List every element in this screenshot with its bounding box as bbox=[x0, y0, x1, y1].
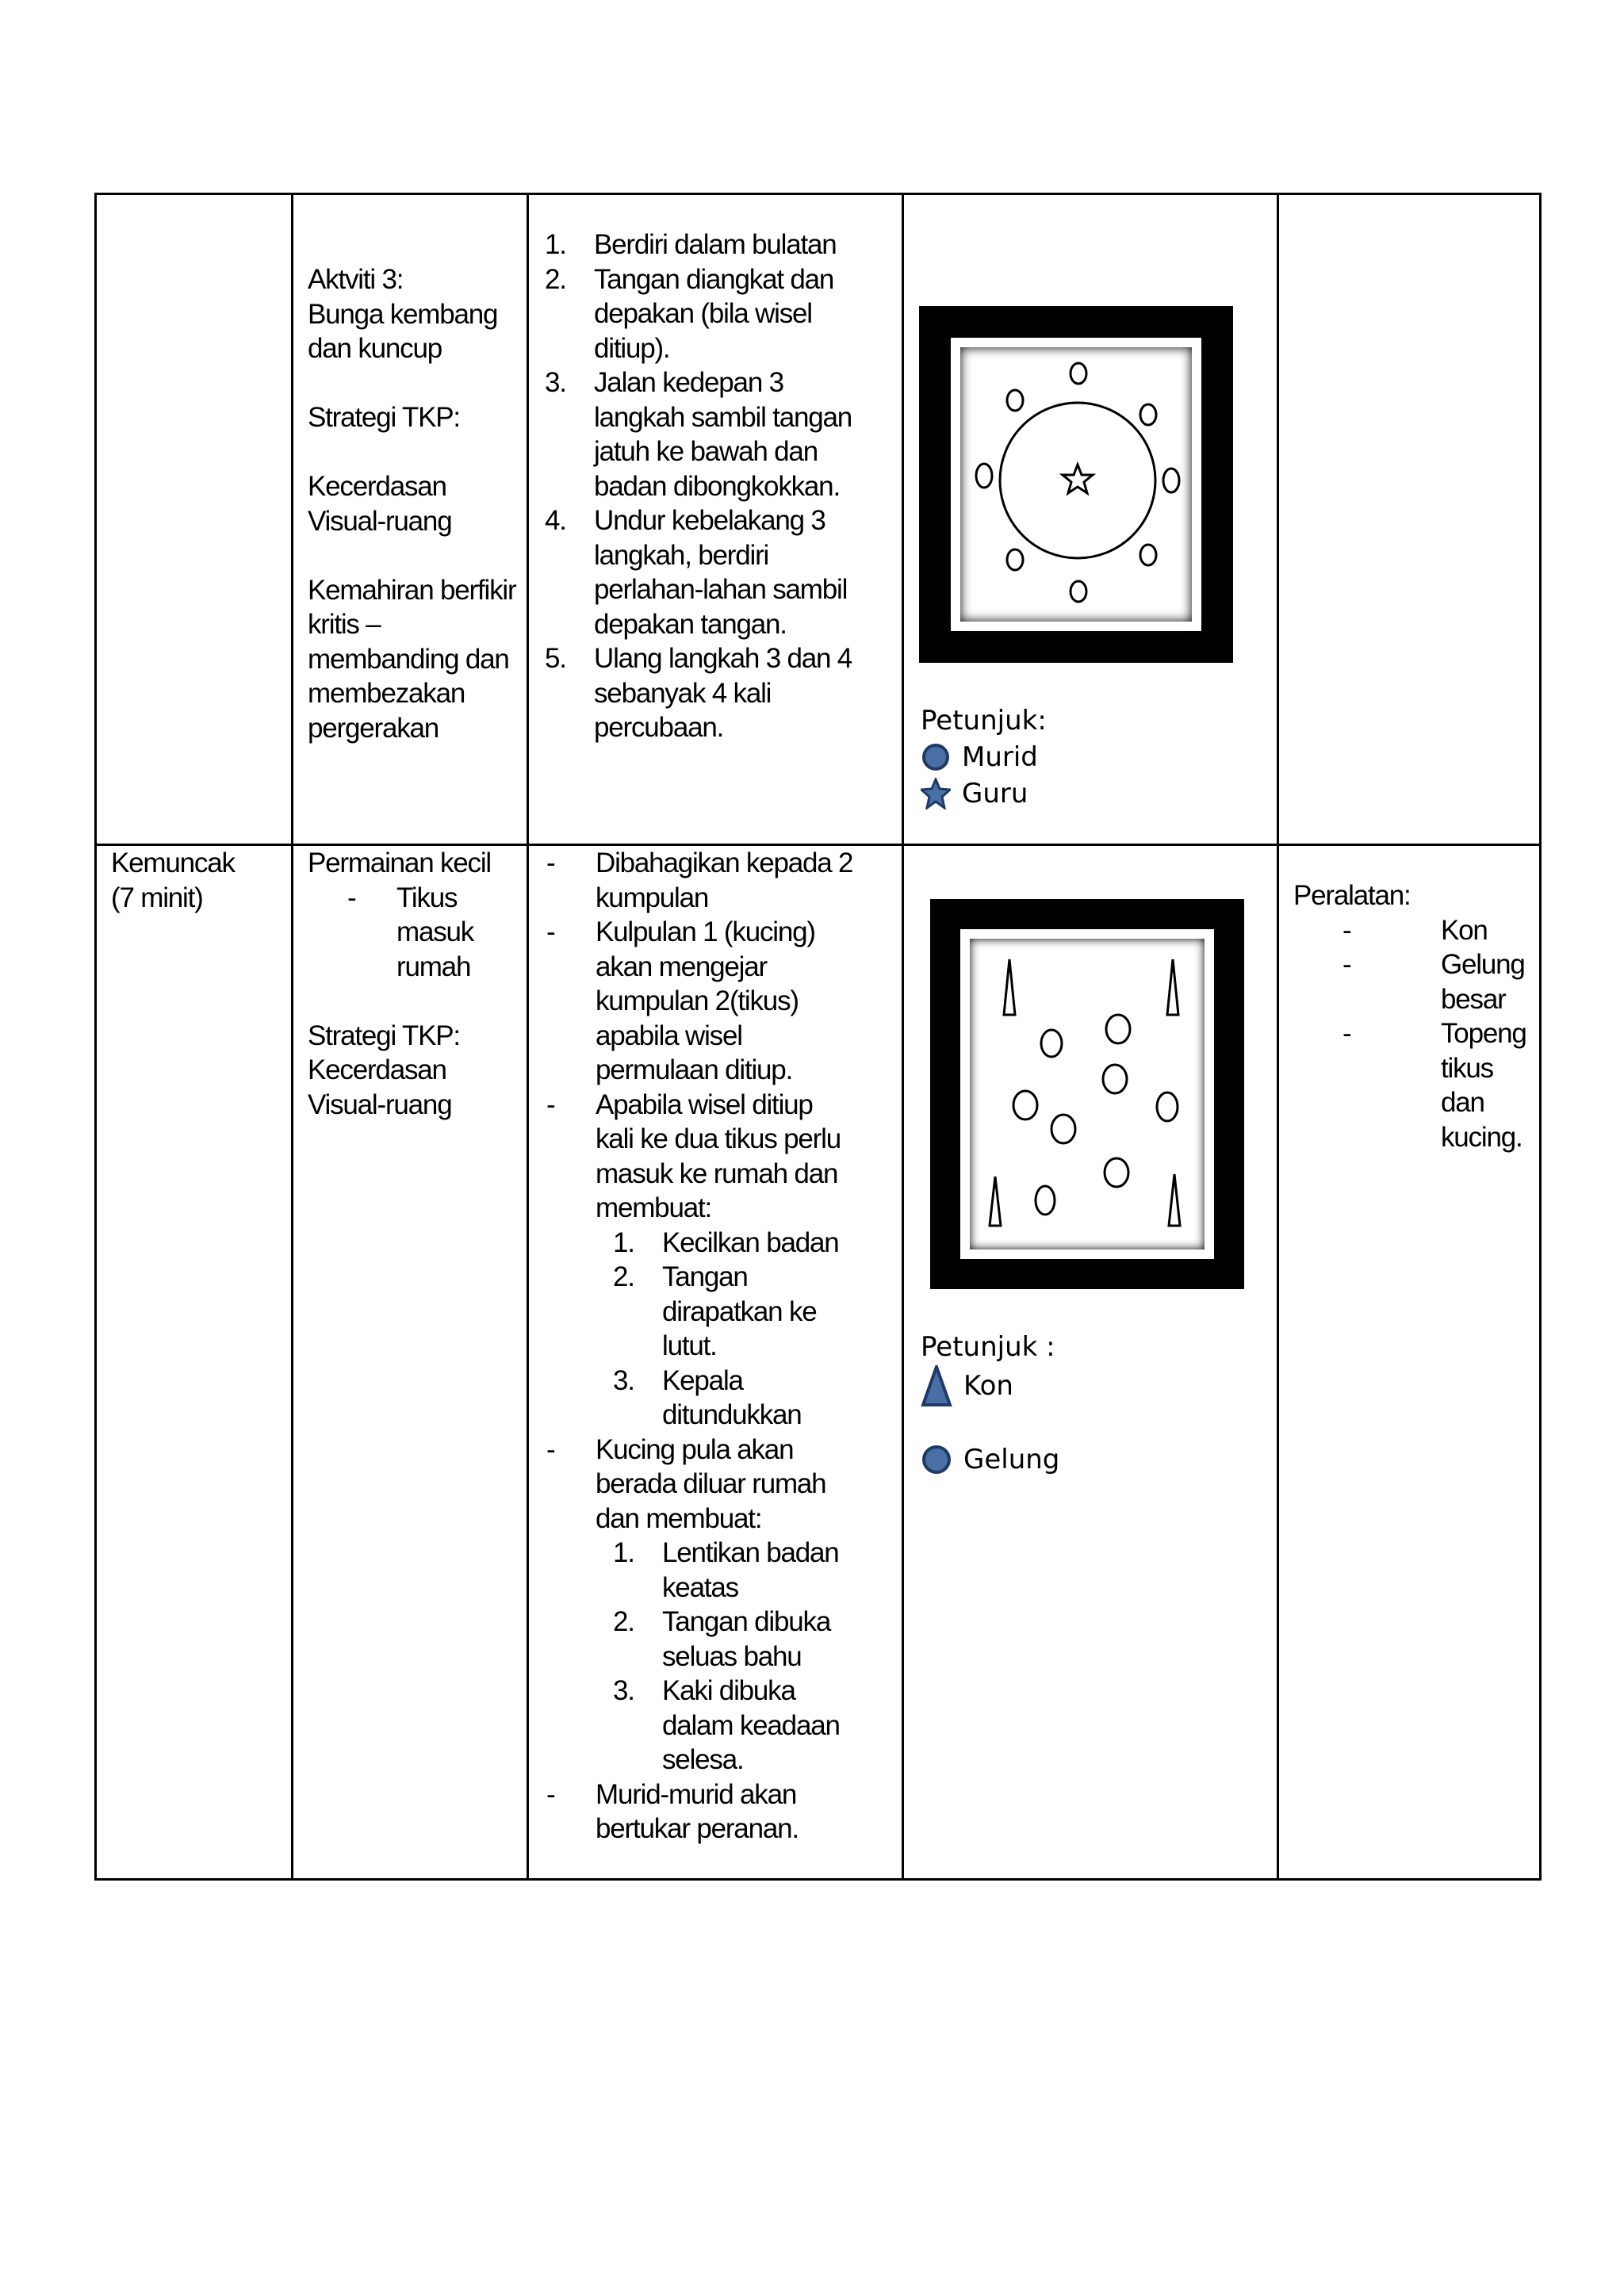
activity-cell bbox=[293, 194, 528, 845]
notes-cell bbox=[1278, 194, 1541, 845]
list-item: 2. Tangan diangkat dan depakan (bila wisel ditiup). bbox=[545, 263, 834, 364]
list-item: 2. Tangan dirapatkan ke lutut. bbox=[613, 1261, 817, 1361]
equipment-title: Peralatan: bbox=[1293, 880, 1411, 911]
legend bbox=[921, 1329, 1277, 1478]
diagram-cell bbox=[903, 845, 1278, 1880]
phase-cell bbox=[96, 194, 293, 845]
list-item: - Topeng tikus dan kucing. bbox=[1342, 1018, 1526, 1153]
activity-name: dan kuncup bbox=[308, 333, 442, 364]
list-item: - Kon bbox=[1342, 914, 1488, 946]
legend-item bbox=[921, 1365, 1277, 1406]
list-item: 4. Undur kebelakang 3 langkah, berdiri perlahan-lahan sambil depakan tangan. bbox=[545, 505, 848, 640]
list-item: - Kucing pula akan berada diluar rumah dan membuat: 1. Lentikan badan keatas 2. Tangan dibuka seluas bahu 3. Kaki dibuka dalam keadaan selesa. bbox=[529, 1433, 894, 1777]
phase-title: Kemuncak bbox=[111, 848, 235, 878]
equipment-cell bbox=[1278, 845, 1541, 1880]
steps-cell bbox=[528, 845, 903, 1880]
list-item: 3. Kepala ditundukkan bbox=[613, 1364, 802, 1430]
legend-title: Petunjuk : bbox=[921, 1331, 1055, 1363]
diagram-cell bbox=[903, 194, 1278, 845]
list-item: - Tikus masuk rumah bbox=[347, 882, 474, 982]
steps-list bbox=[529, 228, 894, 745]
skill-text: Kemahiran berfikir bbox=[308, 574, 516, 606]
list-item: 3. Kaki dibuka dalam keadaan selesa. bbox=[613, 1675, 840, 1775]
list-item: 1. Kecilkan badan bbox=[613, 1226, 839, 1258]
skill-text: kritis – bbox=[308, 609, 381, 640]
legend-label: Guru bbox=[962, 778, 1028, 809]
intelligence-text: Visual-ruang bbox=[308, 505, 452, 537]
steps-cell bbox=[528, 194, 903, 845]
strategy-label: Strategi TKP: bbox=[308, 402, 460, 433]
legend-item bbox=[921, 1441, 1277, 1478]
lesson-plan-table bbox=[94, 193, 1542, 1881]
circle-icon bbox=[921, 742, 951, 772]
hoop-icon bbox=[921, 1443, 952, 1476]
list-item: - Dibahagikan kepada 2 kumpulan bbox=[546, 848, 853, 913]
strategy-label: Strategi TKP: bbox=[308, 1020, 460, 1051]
legend bbox=[921, 702, 1277, 812]
skill-text: membezakan bbox=[308, 678, 465, 709]
list-item: 1. Berdiri dalam bulatan bbox=[545, 229, 837, 260]
table-row bbox=[96, 845, 1541, 1880]
legend-title: Petunjuk: bbox=[921, 705, 1047, 737]
activity-title: Permainan kecil bbox=[308, 848, 491, 878]
legend-label: Gelung bbox=[963, 1444, 1060, 1475]
phase-cell bbox=[96, 845, 293, 1880]
activity-cell bbox=[293, 845, 528, 1880]
activity-title: Aktviti 3: bbox=[308, 264, 404, 295]
cone-icon bbox=[921, 1365, 952, 1406]
table-row bbox=[96, 194, 1541, 845]
star-icon bbox=[921, 778, 951, 809]
list-item: 2. Tangan dibuka seluas bahu bbox=[613, 1606, 831, 1672]
list-item: 3. Jalan kedepan 3 langkah sambil tangan jatuh ke bawah dan badan dibongkokkan. bbox=[545, 367, 852, 502]
list-item: 1. Lentikan badan keatas bbox=[613, 1537, 839, 1603]
skill-text: membanding dan bbox=[308, 643, 509, 675]
phase-duration: (7 minit) bbox=[111, 882, 203, 913]
list-item: - Murid-murid akan bertukar peranan. bbox=[546, 1778, 799, 1844]
legend-label: Murid bbox=[962, 741, 1038, 773]
list-item: - Kulpulan 1 (kucing) akan mengejar kumpulan 2(tikus) apabila wisel permulaan ditiup. bbox=[546, 916, 815, 1085]
intelligence-text: Kecerdasan bbox=[308, 1054, 446, 1085]
legend-label: Kon bbox=[963, 1370, 1013, 1402]
skill-text: pergerakan bbox=[308, 712, 439, 744]
intelligence-text: Kecerdasan bbox=[308, 471, 446, 502]
intelligence-text: Visual-ruang bbox=[308, 1089, 452, 1120]
game-area-diagram bbox=[930, 899, 1244, 1289]
list-item: - Apabila wisel ditiup kali ke dua tikus perlu masuk ke rumah dan membuat: 1. Kecilkan badan 2. Tangan dirapatkan ke lutut. 3. Kepala ditundukkan bbox=[529, 1088, 894, 1433]
legend-item bbox=[921, 775, 1277, 812]
activity-name: Bunga kembang bbox=[308, 298, 498, 330]
legend-item bbox=[921, 739, 1277, 775]
list-item: - Gelung besar bbox=[1342, 949, 1525, 1015]
list-item: 5. Ulang langkah 3 dan 4 sebanyak 4 kali percubaan. bbox=[545, 643, 852, 743]
circle-formation-diagram bbox=[919, 306, 1233, 663]
